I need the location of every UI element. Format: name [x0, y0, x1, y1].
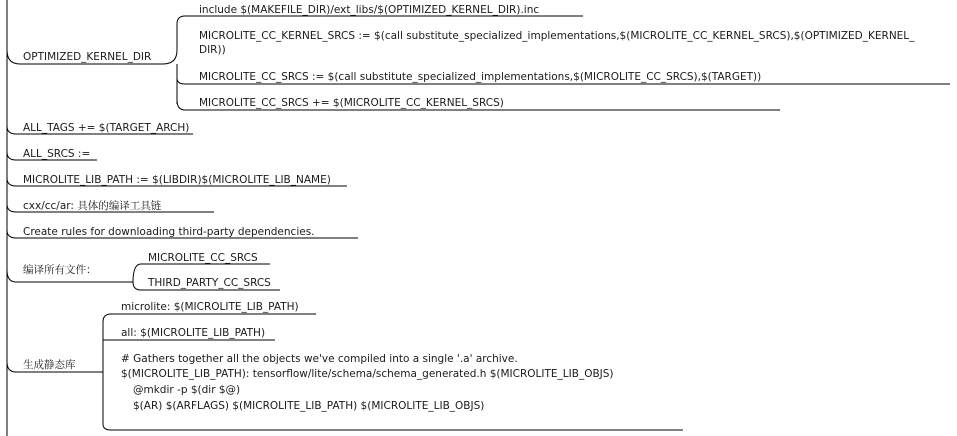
- node-microlite-lib-path: MICROLITE_LIB_PATH := $(LIBDIR)$(MICROLITE_LIB_NAME): [23, 174, 331, 186]
- node-generate-static-lib: 生成静态库: [23, 359, 76, 371]
- code-line-rule: $(MICROLITE_LIB_PATH): tensorflow/lite/schema/schema_generated.h $(MICROLITE_LIB_OBJS): [121, 368, 614, 380]
- code-line-comment: # Gathers together all the objects we've compiled into a single '.a' archive.: [121, 353, 518, 365]
- node-all-tags: ALL_TAGS += $(TARGET_ARCH): [23, 122, 190, 134]
- node-compile-files: 编译所有文件：: [23, 264, 97, 276]
- leaf-cc-srcs-substitute: MICROLITE_CC_SRCS := $(call substitute_specialized_implementations,$(MICROLITE_CC_SRCS),$(TARGET)): [199, 71, 762, 83]
- node-all-srcs: ALL_SRCS :=: [23, 148, 91, 160]
- code-line-mkdir: @mkdir -p $(dir $@): [133, 384, 241, 396]
- leaf-all-target: all: $(MICROLITE_LIB_PATH): [121, 327, 266, 339]
- leaf-kernel-srcs-line2: DIR)): [199, 44, 226, 56]
- node-create-rules: Create rules for downloading third-party dependencies.: [23, 226, 315, 238]
- node-optimized-kernel-dir: OPTIMIZED_KERNEL_DIR: [23, 51, 152, 63]
- leaf-include-inc: include $(MAKEFILE_DIR)/ext_libs/$(OPTIMIZED_KERNEL_DIR).inc: [199, 4, 540, 16]
- node-cxx-cc-ar: cxx/cc/ar: 具体的编译工具链: [23, 200, 162, 212]
- leaf-microlite-cc-srcs: MICROLITE_CC_SRCS: [148, 252, 258, 264]
- leaf-cc-srcs-append: MICROLITE_CC_SRCS += $(MICROLITE_CC_KERNEL_SRCS): [199, 97, 504, 109]
- leaf-kernel-srcs-line1: MICROLITE_CC_KERNEL_SRCS := $(call substitute_specialized_implementations,$(MICROLITE_CC_KERNEL_SRCS),$(OPTIMIZED_KERNEL_: [199, 30, 915, 42]
- leaf-third-party-cc-srcs: THIRD_PARTY_CC_SRCS: [148, 277, 271, 289]
- leaf-microlite-target: microlite: $(MICROLITE_LIB_PATH): [121, 301, 299, 313]
- code-line-ar: $(AR) $(ARFLAGS) $(MICROLITE_LIB_PATH) $(MICROLITE_LIB_OBJS): [133, 400, 485, 412]
